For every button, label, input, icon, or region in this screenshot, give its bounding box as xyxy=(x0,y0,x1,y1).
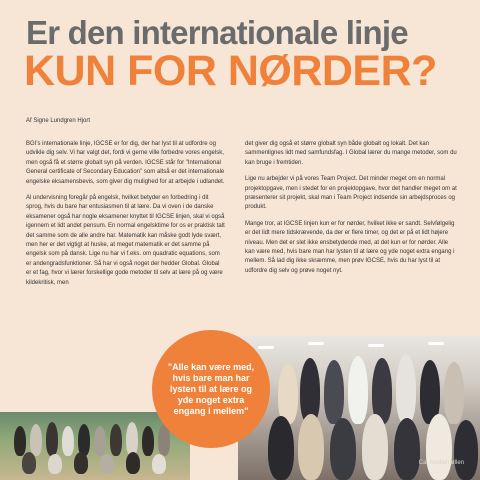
article-column-left xyxy=(26,140,226,295)
article-column-right xyxy=(245,140,457,283)
headline-line-1: Er den internationale linje xyxy=(26,14,408,51)
paragraph: Lige nu arbejder vi på vores Team Project. Det minder meget om en normal projektopgave, men i stedet for en projektopgave, hvor det handler meget om at præsenterer sit projekt, skal man i Team Project indsende sin arbejdsproces og produkt. xyxy=(245,176,457,211)
photo-credit: Ca. mediemøllen xyxy=(418,460,464,466)
byline: Af Signe Lundgren Hjort xyxy=(26,118,91,124)
paragraph: det giver dig også et større globalt syn både globalt og lokalt. Det kan sammenlignes lidt med samfundsfag. I Global lærer du mange metoder, som du kan bruge i fremtiden. xyxy=(245,141,457,166)
paragraph: Al undervisning foregår på engelsk, hvilket betyder en forbedring i dit sprog, hvis du bare har entusiasmen til at lære. Da vi oven i de danske eksamener også har nogle eksamener knyttet til IGCSE linjen, skal vi også igennem et lidt andet pensum. En normal engelsktime for os er praktisk talt det samme som de alle andre har. Matematik kan måske godt lyde svært, men her er det vigtigt at huske, at meget matematik er det samme på engelsk som på dansk. Lige nu har vi f.eks. om quadratic equations, som er andengradsfunktioner. Så har vi også noget der hedder Global. Global er et fag, hvor vi lærer forskellige gode metoder til selv at lære på og være kildekritisk, men xyxy=(26,195,225,286)
headline-line-2: KUN FOR NØRDER? xyxy=(24,47,437,95)
class-photo-indoor xyxy=(238,336,480,480)
pull-quote xyxy=(152,330,270,448)
pull-quote-text: "Alle kan være med, hvis bare man har lysten til at lære og yde noget extra engang i mellem" xyxy=(167,361,255,416)
paragraph: Mange tror, at IGCSE linjen kun er for nørder, hvilket ikke er sandt. Selvfølgelig er det lidt mere tidskrævende, da der er flere timer, og det er på et lidt højere niveau. Men det er slet ikke ensbetydende med, at det kun er for nørder. Alle kan være med, hvis bare man har lysten til at lære og yde noget extra engang i mellem. Så lad dig ikke skræmme, men prøv IGCSE, hvis du har lyst til at udfordre dig selv og prøve noget nyt. xyxy=(245,220,455,274)
paragraph: BGI's internationale linje, IGCSE er for dig, der har lyst til at udfordre og udvikle dig selv. Vi har valgt det, fordi vi gerne ville forbedre vores engelsk, men også få et større globalt syn på verden. IGCSE står for "International General certificate of Secondary Education" som altså er det internationale engelske eksamensbevis, som giver dig mulighed for at arbejde i udlandet. xyxy=(26,141,225,185)
